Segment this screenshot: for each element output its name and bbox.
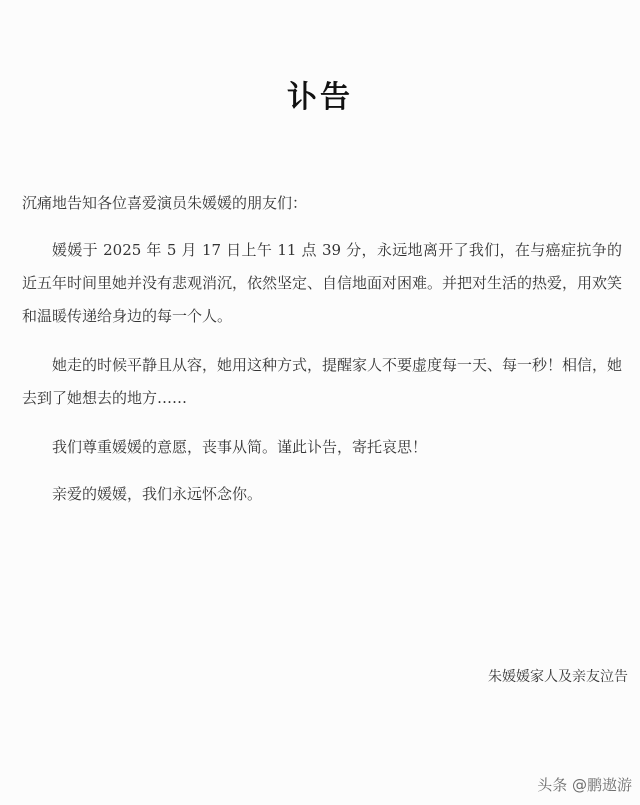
document-title: 讣告 bbox=[287, 80, 353, 115]
paragraph-1: 媛媛于 2025 年 5 月 17 日上午 11 点 39 分，永远地离开了我们，在与癌症抗争的近五年时间里她并没有悲观消沉，依然坚定、自信地面对困难。并把对生活的热爱，用欢笑和温暖传递给身边的每一个人。 bbox=[22, 241, 623, 325]
paragraph-4: 亲爱的媛媛，我们永远怀念你。 bbox=[52, 485, 263, 503]
paragraph-3: 我们尊重媛媛的意愿，丧事从简。谨此讣告，寄托哀思！ bbox=[52, 438, 428, 456]
watermark: 头条 @鹏遨游 bbox=[537, 776, 632, 794]
signature: 朱媛媛家人及亲友泣告 bbox=[488, 669, 628, 685]
salutation: 沉痛地告知各位喜爱演员朱媛媛的朋友们： bbox=[22, 194, 308, 212]
paragraph-2: 她走的时候平静且从容，她用这种方式，提醒家人不要虚度每一天、每一秒！相信，她去到了她想去的地方…… bbox=[22, 356, 623, 407]
